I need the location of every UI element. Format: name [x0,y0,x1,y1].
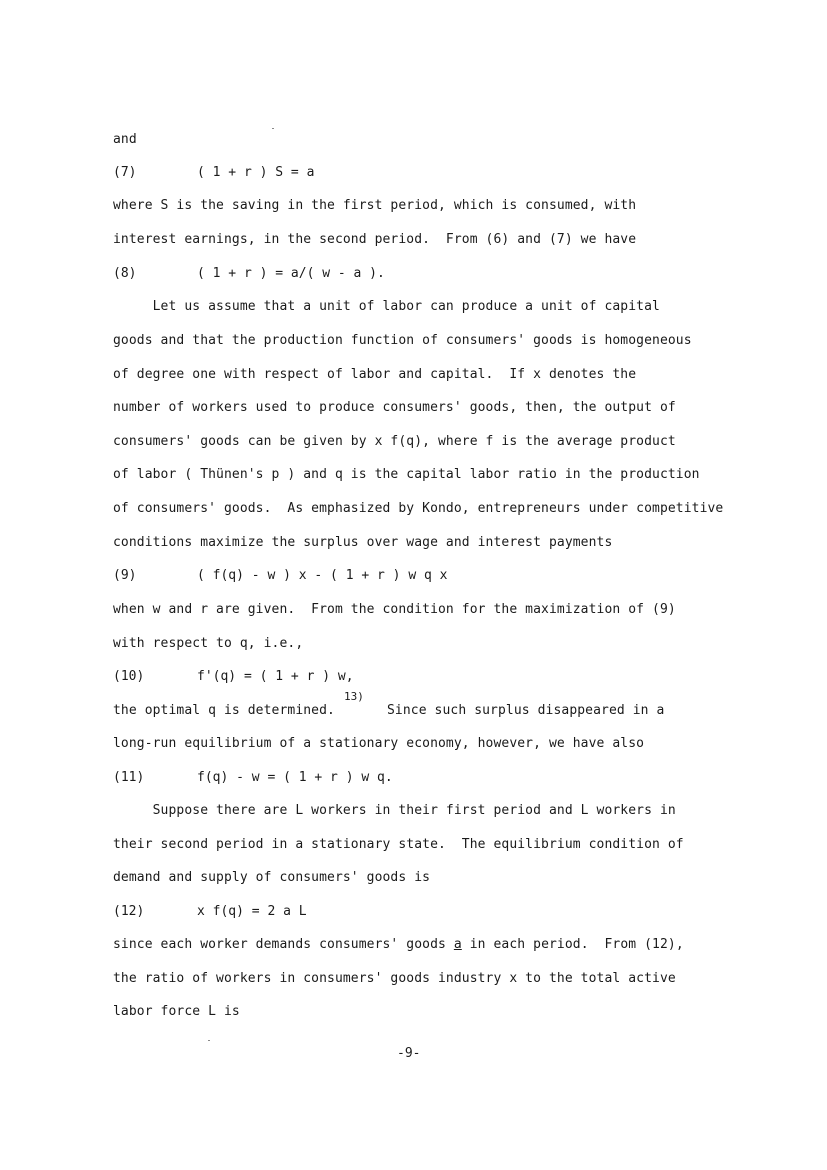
text-line: interest earnings, in the second period. From (6) and (7) we have [113,232,637,247]
equation-10 [113,669,354,685]
equation-body: ( 1 + r ) = a/( w - a ). [197,266,385,281]
equation-body: f'(q) = ( 1 + r ) w, [197,669,354,684]
equation-number: (9) [113,568,137,583]
footnote-marker: 13) [344,690,364,703]
equation-body: ( f(q) - w ) x - ( 1 + r ) w q x [197,568,448,583]
text-line: where S is the saving in the first period, which is consumed, with [113,198,637,213]
text-line: consumers' goods can be given by x f(q), where f is the average product [113,434,676,449]
equation-7 [113,165,314,181]
scan-speck [272,128,274,129]
text-line: of degree one with respect of labor and capital. If x denotes the [113,367,637,382]
text-line: when w and r are given. From the condition for the maximization of (9) [113,602,676,617]
text-line: of labor ( Thünen's p ) and q is the capital labor ratio in the production [113,467,700,482]
text-line: and [113,132,137,147]
text-fragment: in each period. From (12), [461,937,684,952]
text-line: their second period in a stationary state. The equilibrium condition of [113,837,684,852]
equation-8 [113,266,385,282]
text-line: Suppose there are L workers in their first period and L workers in [113,803,676,818]
text-line: long-run equilibrium of a stationary economy, however, we have also [113,736,645,751]
equation-9 [113,568,447,584]
text-line: Let us assume that a unit of labor can produce a unit of capital [113,299,660,314]
page-number: -9- [397,1046,421,1061]
text-line: demand and supply of consumers' goods is [113,870,431,885]
text-fragment: since each worker demands consumers' goods [113,937,454,952]
text-line [113,937,684,953]
underlined-variable: a [453,937,462,952]
equation-11 [113,770,393,786]
text-line: number of workers used to produce consumers' goods, then, the output of [113,400,676,415]
equation-number: (7) [113,165,137,180]
equation-body: x f(q) = 2 a L [197,904,307,919]
text-line: with respect to q, i.e., [113,636,304,651]
text-line: the ratio of workers in consumers' goods industry x to the total active [113,971,676,986]
text-fragment: the optimal q is determined. [113,703,335,718]
equation-12 [113,904,307,920]
equation-number: (11) [113,770,145,785]
equation-number: (8) [113,266,137,281]
equation-number: (12) [113,904,145,919]
text-line: of consumers' goods. As emphasized by Kondo, entrepreneurs under competitive [113,501,724,516]
text-line: Since such surplus disappeared in a [387,703,665,718]
equation-body: f(q) - w = ( 1 + r ) w q. [197,770,393,785]
text-line: conditions maximize the surplus over wage and interest payments [113,535,613,550]
equation-body: ( 1 + r ) S = a [197,165,315,180]
scan-speck [208,1040,210,1041]
text-line [113,703,335,719]
text-line: labor force L is [113,1004,240,1019]
equation-number: (10) [113,669,145,684]
text-line: goods and that the production function of consumers' goods is homogeneous [113,333,692,348]
